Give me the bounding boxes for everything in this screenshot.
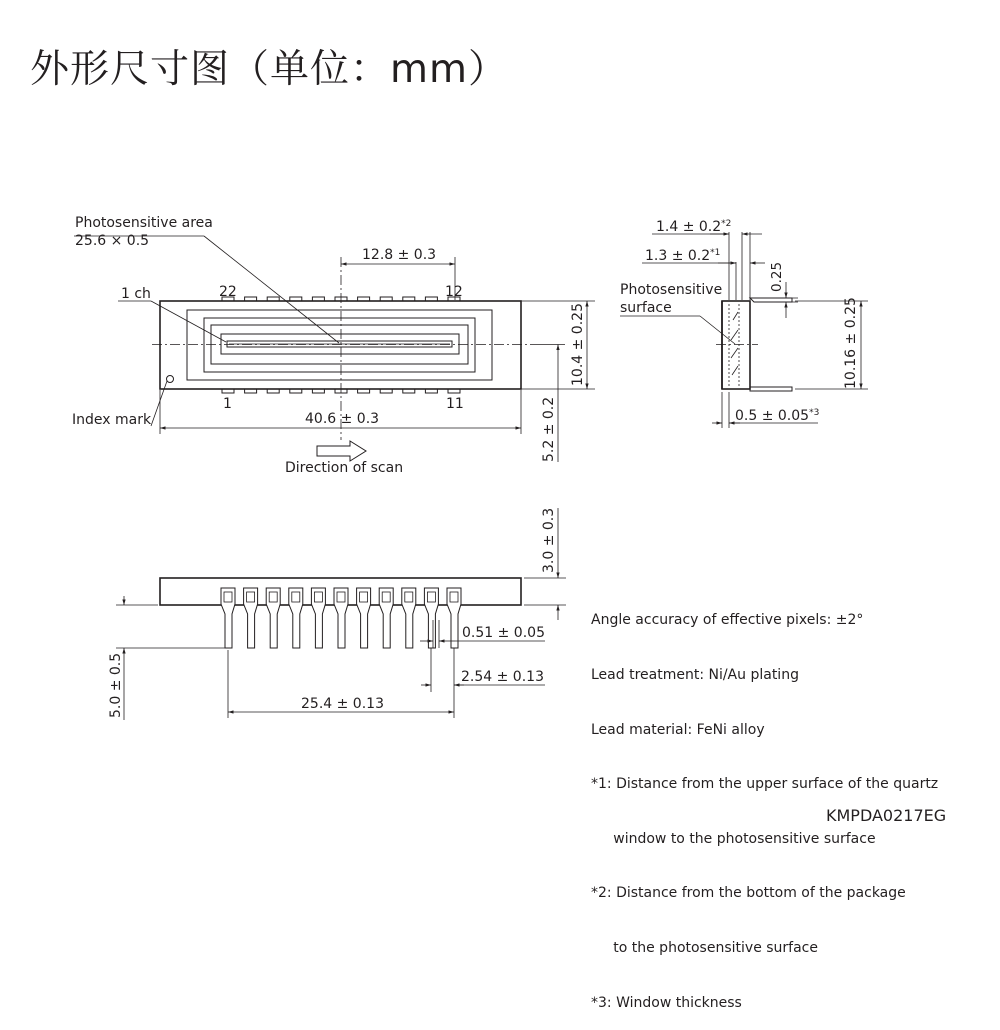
photosensitive-area-label: Photosensitive area xyxy=(75,215,213,231)
front-lead xyxy=(424,588,438,648)
scan-direction-arrow xyxy=(317,441,366,461)
front-lead xyxy=(379,588,393,648)
channel-1-label: 1 ch xyxy=(121,286,151,302)
surface-label-line1: Photosensitive xyxy=(620,282,723,298)
note-line: Lead material: FeNi alloy xyxy=(591,721,765,738)
dim-1-3-label: $1.3 \pm 0.2^{*1}$ xyxy=(645,248,721,264)
top-view xyxy=(72,215,595,476)
pin-11-label: 11 xyxy=(446,396,464,412)
dim-5-2-label: 5.2 ± 0.2 xyxy=(541,396,557,462)
drawing-code: KMPDA0217EG xyxy=(826,806,947,825)
dim-10-16-label: 10.16 ± 0.25 xyxy=(843,297,859,389)
surface-label-line2: surface xyxy=(620,300,672,316)
note-line: to the photosensitive surface xyxy=(591,940,818,957)
front-lead xyxy=(357,588,371,648)
front-lead xyxy=(334,588,348,648)
front-lead xyxy=(221,588,235,648)
index-mark-label: Index mark xyxy=(72,412,152,428)
front-lead xyxy=(266,588,280,648)
front-dim-3-0-label: 3.0 ± 0.3 xyxy=(541,507,557,573)
dim-1-4-label: $1.4 \pm 0.2^{*2}$ xyxy=(656,219,732,235)
photosensitive-area-size: 25.6 × 0.5 xyxy=(75,233,150,249)
note-line: Lead treatment: Ni/Au plating xyxy=(591,667,799,684)
note-line: Angle accuracy of effective pixels: ±2° xyxy=(591,612,864,629)
note-line: *1: Distance from the upper surface of the quartz xyxy=(591,776,939,793)
note-line: *3: Window thickness xyxy=(591,994,742,1011)
front-lead xyxy=(244,588,258,648)
notes-block xyxy=(591,575,938,1030)
side-lead-bottom xyxy=(750,387,792,391)
dim-40-6-label: 40.6 ± 0.3 xyxy=(305,411,380,427)
pin-12-label: 12 xyxy=(445,284,463,300)
front-dim-25-4-label: 25.4 ± 0.13 xyxy=(301,696,384,712)
dim-0-5-label: $0.5 \pm 0.05^{*3}$ xyxy=(735,408,820,424)
front-dim-5-0-label: 5.0 ± 0.5 xyxy=(108,652,124,718)
front-lead xyxy=(289,588,303,648)
dim-12-8-label: 12.8 ± 0.3 xyxy=(362,247,437,263)
dim-0-25-label: 0.25 xyxy=(769,261,785,292)
side-view xyxy=(620,219,868,428)
side-lead-top xyxy=(750,298,792,302)
pin-1-label: 1 xyxy=(223,396,232,412)
front-lead xyxy=(402,588,416,648)
front-dim-2-54-label: 2.54 ± 0.13 xyxy=(461,669,544,685)
scan-direction-label: Direction of scan xyxy=(285,460,404,476)
note-line: *2: Distance from the bottom of the package xyxy=(591,885,906,902)
front-dim-0-51-label: 0.51 ± 0.05 xyxy=(462,625,545,641)
package-body-top xyxy=(160,301,521,389)
package-body-side xyxy=(722,301,750,389)
pin-22-label: 22 xyxy=(219,284,237,300)
front-lead xyxy=(447,588,461,648)
front-lead xyxy=(311,588,325,648)
front-view xyxy=(108,508,566,720)
note-line: window to the photosensitive surface xyxy=(591,830,876,847)
page-title: 外形尺寸图（单位：mm） xyxy=(30,47,508,92)
dim-10-4-label: 10.4 ± 0.25 xyxy=(570,303,586,386)
